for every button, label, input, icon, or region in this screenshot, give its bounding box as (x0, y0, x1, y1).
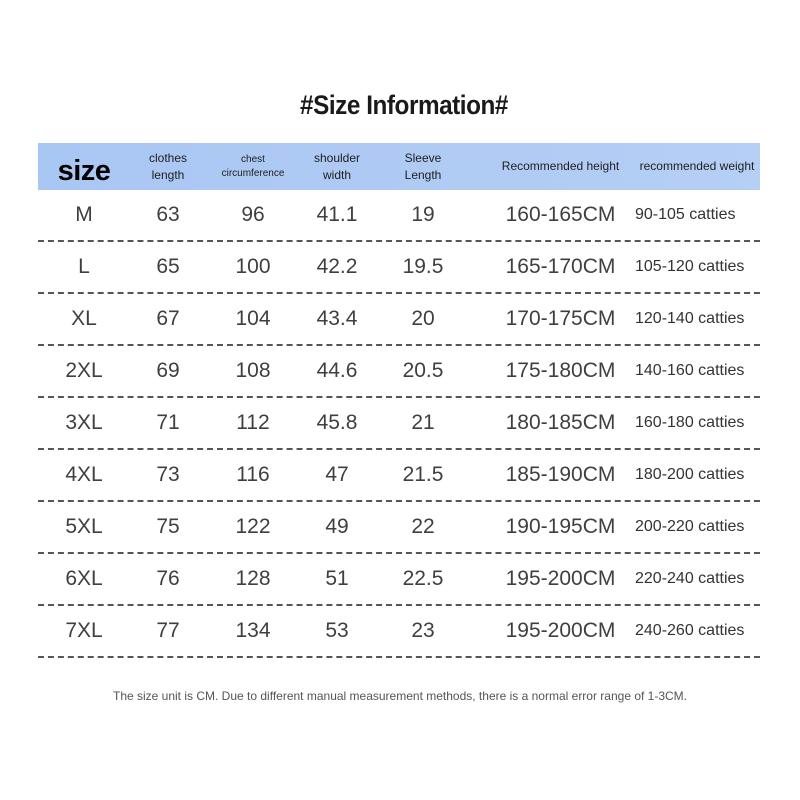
recommended-height-cell: 160-165CM (505, 203, 616, 226)
recommended-height-cell: 190-195CM (505, 515, 616, 538)
table-row (38, 398, 760, 450)
recommended-weight-cell: 220-240 catties (635, 570, 745, 587)
recommended-height-cell: 180-185CM (505, 411, 616, 434)
table-row (38, 502, 760, 554)
column-header-clothes-length: clothes length (148, 151, 188, 182)
chest-circumference-cell: 128 (235, 567, 271, 590)
size-cell: L (78, 255, 90, 278)
recommended-weight-cell: 200-220 catties (635, 518, 745, 535)
recommended-weight-cell: 90-105 catties (635, 206, 736, 223)
chest-circumference-cell: 112 (236, 411, 270, 434)
clothes-length-cell: 76 (156, 567, 180, 590)
size-table (38, 143, 760, 658)
recommended-weight-cell: 180-200 catties (635, 466, 745, 483)
recommended-height-cell: 165-170CM (505, 255, 616, 278)
table-header (38, 143, 760, 190)
clothes-length-cell: 69 (156, 359, 180, 382)
column-header-sleeve-length: Sleeve Length (404, 151, 442, 182)
shoulder-width-cell: 41.1 (316, 203, 358, 226)
recommended-height-cell: 170-175CM (505, 307, 616, 330)
chest-circumference-cell: 100 (235, 255, 271, 278)
table-row (38, 242, 760, 294)
table-row (38, 554, 760, 606)
size-cell: 7XL (65, 619, 103, 642)
sleeve-length-cell: 23 (411, 619, 435, 642)
sleeve-length-cell: 20.5 (402, 359, 444, 382)
chest-circumference-cell: 104 (235, 307, 271, 330)
chest-circumference-cell: 122 (235, 515, 271, 538)
size-cell: XL (71, 307, 97, 330)
column-header-recommended-weight: recommended weight (639, 159, 755, 174)
shoulder-width-cell: 49 (325, 515, 349, 538)
column-header-size: size (57, 155, 111, 187)
clothes-length-cell: 75 (156, 515, 180, 538)
recommended-weight-cell: 140-160 catties (635, 362, 745, 379)
footnote: The size unit is CM. Due to different manual measurement methods, there is a normal error range of 1-3CM. (112, 689, 688, 703)
shoulder-width-cell: 51 (325, 567, 349, 590)
column-header-chest-circumference: chest circumference (221, 154, 285, 179)
column-header-shoulder-width: shoulder width (313, 151, 361, 182)
chest-circumference-cell: 134 (235, 619, 271, 642)
clothes-length-cell: 73 (156, 463, 180, 486)
recommended-weight-cell: 160-180 catties (635, 414, 745, 431)
sleeve-length-cell: 22.5 (402, 567, 444, 590)
sleeve-length-cell: 21.5 (402, 463, 444, 486)
sleeve-length-cell: 20 (411, 307, 435, 330)
size-cell: 3XL (65, 411, 103, 434)
size-cell: 4XL (65, 463, 103, 486)
shoulder-width-cell: 53 (325, 619, 349, 642)
sleeve-length-cell: 21 (411, 411, 435, 434)
size-cell: 5XL (65, 515, 103, 538)
shoulder-width-cell: 43.4 (316, 307, 358, 330)
clothes-length-cell: 65 (156, 255, 180, 278)
table-row (38, 190, 760, 242)
sleeve-length-cell: 19 (411, 203, 435, 226)
sleeve-length-cell: 19.5 (402, 255, 444, 278)
clothes-length-cell: 71 (156, 411, 180, 434)
size-cell: M (75, 203, 93, 226)
recommended-height-cell: 195-200CM (505, 619, 616, 642)
shoulder-width-cell: 47 (325, 463, 349, 486)
clothes-length-cell: 77 (156, 619, 180, 642)
clothes-length-cell: 67 (156, 307, 180, 330)
recommended-height-cell: 175-180CM (505, 359, 616, 382)
recommended-height-cell: 195-200CM (505, 567, 616, 590)
shoulder-width-cell: 42.2 (316, 255, 358, 278)
size-cell: 2XL (65, 359, 103, 382)
sleeve-length-cell: 22 (411, 515, 435, 538)
chest-circumference-cell: 108 (235, 359, 271, 382)
shoulder-width-cell: 45.8 (316, 411, 358, 434)
recommended-height-cell: 185-190CM (505, 463, 616, 486)
recommended-weight-cell: 120-140 catties (635, 310, 745, 327)
table-row (38, 606, 760, 658)
clothes-length-cell: 63 (156, 203, 180, 226)
page-title: #Size Information# (300, 90, 508, 120)
table-row (38, 294, 760, 346)
column-header-recommended-height: Recommended height (501, 159, 620, 174)
chest-circumference-cell: 96 (241, 203, 265, 226)
size-cell: 6XL (65, 567, 103, 590)
chest-circumference-cell: 116 (236, 463, 270, 486)
table-row (38, 450, 760, 502)
recommended-weight-cell: 240-260 catties (635, 622, 745, 639)
shoulder-width-cell: 44.6 (316, 359, 358, 382)
table-row (38, 346, 760, 398)
recommended-weight-cell: 105-120 catties (635, 258, 745, 275)
